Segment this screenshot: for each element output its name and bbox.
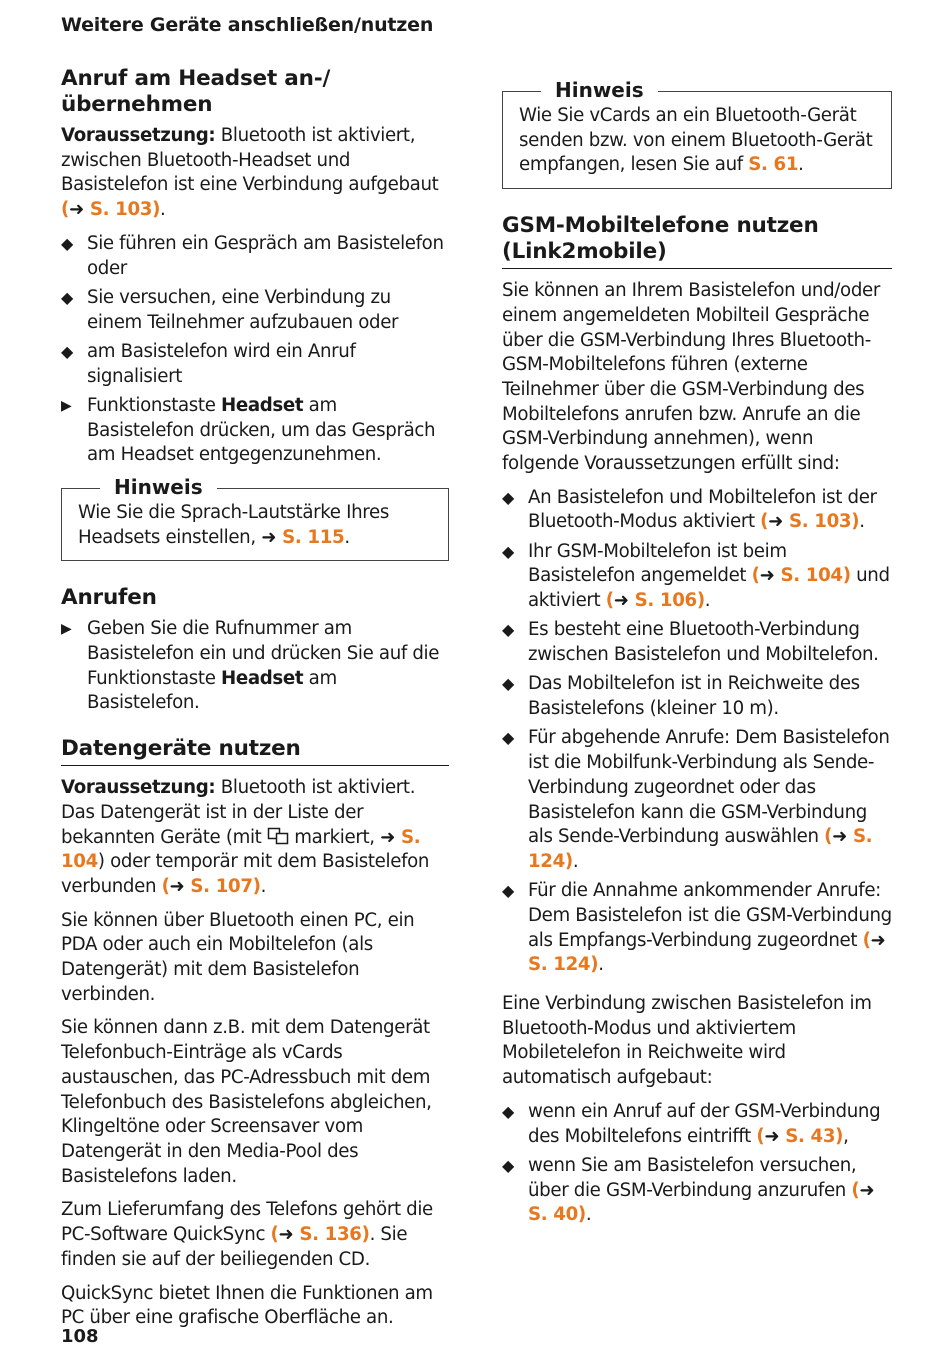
page-reference-link[interactable]: S. 61 bbox=[748, 154, 799, 176]
list-item: ◆ Das Mobiltelefon ist in Reichweite des Basistelefons (kleiner 10 m). bbox=[502, 673, 860, 720]
arrow-right-icon: ➜ bbox=[870, 929, 886, 951]
page-reference-link[interactable]: ➜ S. 104 bbox=[61, 826, 421, 873]
paragraph: Eine Verbindung zwischen Basistelefon im Bluetooth-Modus und aktiviertem Mobiletelefon in Reichweite wird automatisch aufgebaut: bbox=[502, 993, 872, 1089]
page-reference-link[interactable]: (➜ S. 103) bbox=[760, 511, 860, 533]
page-reference-link[interactable]: (➜ S. 40) bbox=[528, 1179, 875, 1226]
page-reference-link[interactable]: (➜ S. 136) bbox=[270, 1224, 370, 1246]
section-title-datengeraete: Datengeräte nutzen bbox=[61, 736, 449, 766]
arrow-right-icon: ➜ bbox=[261, 526, 277, 548]
anrufen-steps bbox=[61, 617, 449, 716]
page-reference-link[interactable]: (➜ S. 106) bbox=[605, 590, 705, 612]
triangle-step-icon: ▶ bbox=[61, 621, 72, 638]
arrow-right-icon: ➜ bbox=[759, 565, 775, 587]
diamond-bullet-icon: ◆ bbox=[502, 1155, 514, 1175]
datengeraete-requirement: Voraussetzung: Bluetooth ist aktiviert. Das Datengerät ist in der Liste der bekannten Geräte (mit markiert, ➜ S. 104) oder temporär mit dem Basistelefon verbunden (➜ S. 107). bbox=[61, 777, 430, 897]
note-text: Wie Sie vCards an ein Bluetooth-Gerät senden bzw. von einem Bluetooth-Gerät empfangen, lesen Sie auf S. 61. bbox=[519, 105, 873, 176]
diamond-bullet-icon: ◆ bbox=[502, 674, 514, 694]
section-title-headset: Anruf am Headset an-/übernehmen bbox=[61, 66, 331, 117]
headset-condition-list bbox=[61, 232, 449, 468]
right-column bbox=[502, 76, 892, 1237]
section-title-gsm: GSM-Mobiltelefone nutzen (Link2mobile) bbox=[502, 213, 892, 269]
left-column bbox=[61, 66, 449, 1340]
arrow-right-icon: ➜ bbox=[764, 1125, 780, 1147]
diamond-bullet-icon: ◆ bbox=[502, 881, 514, 901]
section-title-anrufen: Anrufen bbox=[61, 585, 157, 611]
arrow-right-icon: ➜ bbox=[169, 875, 185, 897]
list-item: ◆ Für die Annahme ankommender Anrufe: Dem Basistelefon ist die GSM-Verbindung als Empfangs-Verbindung zugeordnet (➜ S. 124). bbox=[502, 880, 892, 976]
auto-connect-list bbox=[502, 1100, 892, 1228]
diamond-bullet-icon: ◆ bbox=[502, 1101, 514, 1121]
diamond-bullet-icon: ◆ bbox=[502, 541, 514, 561]
triangle-step-icon: ▶ bbox=[61, 397, 72, 414]
arrow-right-icon: ➜ bbox=[832, 826, 847, 848]
list-item: ◆ wenn Sie am Basistelefon versuchen, über die GSM-Verbindung anzurufen (➜ S. 40). bbox=[502, 1154, 875, 1226]
list-item: ◆ Für abgehende Anrufe: Dem Basistelefon ist die Mobilfunk-Verbindung als Sende-Verbindung zugeordnet oder das Basistelefon kann die GSM-Verbindung als Sende-Verbindung auswählen (➜ S. 124). bbox=[502, 727, 890, 872]
diamond-bullet-icon: ◆ bbox=[502, 487, 514, 507]
arrow-right-icon: ➜ bbox=[859, 1179, 875, 1201]
data-device-icon bbox=[267, 827, 289, 845]
list-item: ◆ Es besteht eine Bluetooth-Verbindung zwischen Basistelefon und Mobiltelefon. bbox=[502, 619, 879, 666]
diamond-bullet-icon: ◆ bbox=[61, 287, 73, 307]
paragraph: QuickSync bietet Ihnen die Funktionen am PC über eine grafische Oberfläche an. bbox=[61, 1282, 433, 1329]
page-reference-link[interactable]: (➜ S. 124) bbox=[528, 929, 886, 976]
note-box-volume bbox=[61, 474, 449, 561]
page-reference-link[interactable]: (➜ S. 103) bbox=[61, 199, 161, 221]
diamond-bullet-icon: ◆ bbox=[502, 728, 514, 748]
list-item: ◆ am Basistelefon wird ein Anruf signalisiert bbox=[61, 340, 356, 387]
arrow-right-icon: ➜ bbox=[278, 1224, 294, 1246]
note-title: Hinweis bbox=[100, 475, 217, 499]
page-reference-link[interactable]: ➜ S. 115 bbox=[261, 526, 345, 548]
page-reference-link[interactable]: (➜ S. 104) bbox=[751, 565, 851, 587]
list-item: ◆ Sie versuchen, eine Verbindung zu einem Teilnehmer aufzubauen oder bbox=[61, 286, 399, 333]
list-item: ◆ Sie führen ein Gespräch am Basistelefon oder bbox=[61, 232, 444, 279]
page-reference-link[interactable]: (➜ S. 43) bbox=[756, 1125, 844, 1147]
arrow-right-icon: ➜ bbox=[68, 199, 84, 221]
diamond-bullet-icon: ◆ bbox=[61, 233, 73, 253]
page-reference-link[interactable]: (➜ S. 107) bbox=[161, 875, 261, 897]
arrow-right-icon: ➜ bbox=[613, 590, 629, 612]
list-item: ◆ wenn ein Anruf auf der GSM-Verbindung des Mobiltelefons eintrifft (➜ S. 43), bbox=[502, 1100, 881, 1147]
gsm-intro: Sie können an Ihrem Basistelefon und/oder einem angemeldeten Mobilteil Gespräche über die GSM-Verbindung Ihres Bluetooth-GSM-Mobiltelefons führen (externe Teilnehmer über die GSM-Verbindung des Mobiltelefons anrufen bzw. Anrufe an die GSM-Verbindung annehmen), wenn folgende Voraussetzungen erfüllt sind: bbox=[502, 280, 880, 475]
arrow-right-icon: ➜ bbox=[380, 826, 395, 848]
paragraph: Sie können über Bluetooth einen PC, ein PDA oder auch ein Mobiltelefon (als Datengerät) mit dem Basistelefon verbinden. bbox=[61, 909, 415, 1005]
headset-requirement: Voraussetzung: Bluetooth ist aktiviert, zwischen Bluetooth-Headset und Basistelefon ist eine Verbindung aufgebaut (➜ S. 103). bbox=[61, 125, 439, 221]
action-step: ▶ Geben Sie die Rufnummer am Basistelefon ein und drücken Sie auf die Funktionstaste Headset am Basistelefon. bbox=[61, 618, 440, 714]
note-box-vcards bbox=[502, 78, 892, 189]
diamond-bullet-icon: ◆ bbox=[61, 341, 73, 361]
list-item: ◆ Ihr GSM-Mobiltelefon ist beim Basistelefon angemeldet (➜ S. 104) und aktiviert (➜ S. 106). bbox=[502, 540, 890, 612]
note-text: Wie Sie die Sprach-Lautstärke Ihres Headsets einstellen, ➜ S. 115. bbox=[78, 501, 389, 548]
page-number: 108 bbox=[61, 1326, 99, 1347]
running-header: Weitere Geräte anschließen/nutzen bbox=[61, 14, 434, 36]
list-item: ◆ An Basistelefon und Mobiltelefon ist der Bluetooth-Modus aktiviert (➜ S. 103). bbox=[502, 486, 877, 533]
paragraph: Zum Lieferumfang des Telefons gehört die PC-Software QuickSync (➜ S. 136). Sie finden sie auf der beiliegenden CD. bbox=[61, 1199, 433, 1270]
page-reference-link[interactable]: (➜ S. 124) bbox=[528, 826, 873, 872]
paragraph: Sie können dann z.B. mit dem Datengerät Telefonbuch-Einträge als vCards austauschen, das PC-Adressbuch mit dem Telefonbuch des Basistelefons abgleichen, Klingeltöne oder Screensaver vom Datengerät in den Media-Pool des Basistelefons laden. bbox=[61, 1017, 432, 1187]
note-title: Hinweis bbox=[541, 78, 658, 102]
action-step: ▶ Funktionstaste Headset am Basistelefon drücken, um das Gespräch am Headset entgegenzunehmen. bbox=[61, 394, 436, 466]
arrow-right-icon: ➜ bbox=[768, 511, 784, 533]
diamond-bullet-icon: ◆ bbox=[502, 620, 514, 640]
gsm-requirement-list bbox=[502, 486, 892, 978]
